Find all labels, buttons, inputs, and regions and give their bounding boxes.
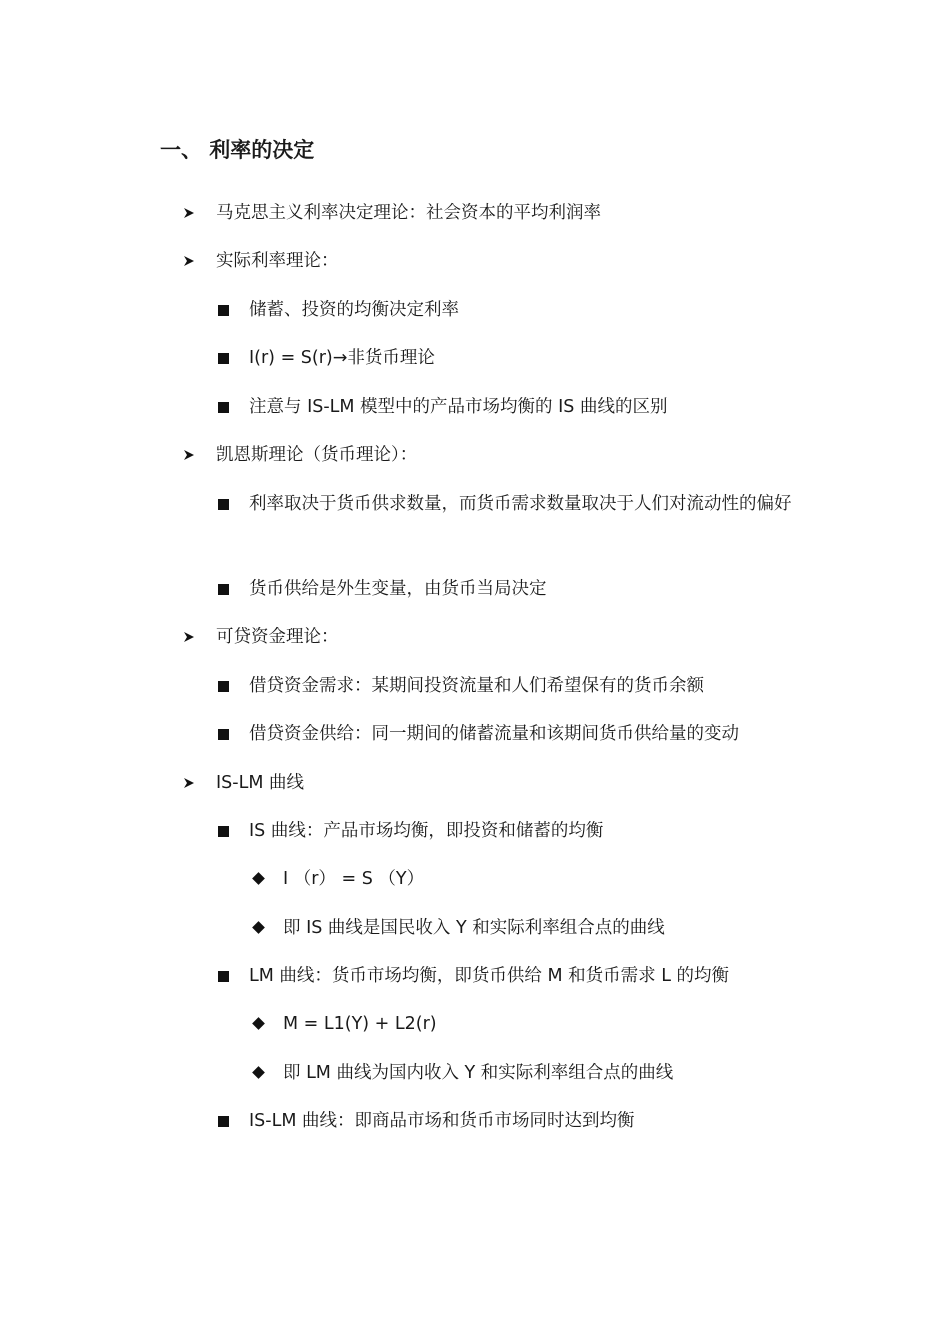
list-item xyxy=(183,765,304,801)
list-item-text: 借贷资金供给：同一期间的储蓄流量和该期间货币供给量的变动 xyxy=(249,724,739,744)
list-item xyxy=(183,619,339,655)
diamond-bullet-icon xyxy=(251,1006,271,1042)
diamond-bullet-icon xyxy=(251,1055,271,1091)
list-item-text: 利率取决于货币供求数量，而货币需求数量取决于人们对流动性的偏好 xyxy=(249,494,792,514)
list-item-text: 马克思主义利率决定理论：社会资本的平均利润率 xyxy=(216,203,601,223)
square-bullet-icon xyxy=(217,340,237,376)
list-item-text: M = L1(Y) + L2(r) xyxy=(283,1014,437,1034)
list-item-text: IS 曲线：产品市场均衡，即投资和储蓄的均衡 xyxy=(249,821,604,841)
list-item-text: I(r) = S(r)→非货币理论 xyxy=(249,348,435,368)
list-item xyxy=(217,1103,635,1139)
list-item-text: IS-LM 曲线 xyxy=(216,773,304,793)
list-item-text: 注意与 IS-LM 模型中的产品市场均衡的 IS 曲线的区别 xyxy=(249,397,668,417)
square-bullet-icon xyxy=(217,292,237,328)
square-bullet-icon xyxy=(217,389,237,425)
list-item xyxy=(183,243,339,279)
list-item-text: 凯恩斯理论（货币理论）： xyxy=(216,445,418,465)
list-item xyxy=(217,668,704,704)
square-bullet-icon xyxy=(217,486,237,522)
square-bullet-icon xyxy=(217,958,237,994)
list-item xyxy=(217,716,739,752)
list-item-text: I （r） = S （Y） xyxy=(283,869,425,889)
arrow-bullet-icon xyxy=(183,619,203,655)
list-item-text: 即 IS 曲线是国民收入 Y 和实际利率组合点的曲线 xyxy=(283,918,665,938)
arrow-bullet-icon xyxy=(183,437,203,473)
list-item xyxy=(183,195,601,231)
list-item xyxy=(217,340,435,376)
list-item-text: 借贷资金需求：某期间投资流量和人们希望保有的货币余额 xyxy=(249,676,704,696)
square-bullet-icon xyxy=(217,813,237,849)
square-bullet-icon xyxy=(217,571,237,607)
square-bullet-icon xyxy=(217,1103,237,1139)
square-bullet-icon xyxy=(217,668,237,704)
arrow-bullet-icon xyxy=(183,195,203,231)
list-item xyxy=(251,1006,437,1042)
list-item-text: 实际利率理论： xyxy=(216,251,339,271)
arrow-bullet-icon xyxy=(183,243,203,279)
section-heading: 一、 利率的决定 xyxy=(160,138,315,162)
square-bullet-icon xyxy=(217,716,237,752)
diamond-bullet-icon xyxy=(251,910,271,946)
list-item-text: LM 曲线：货币市场均衡，即货币供给 M 和货币需求 L 的均衡 xyxy=(249,966,730,986)
list-item xyxy=(251,910,665,946)
list-item xyxy=(217,813,603,849)
list-item xyxy=(217,571,547,607)
list-item-text: IS-LM 曲线：即商品市场和货币市场同时达到均衡 xyxy=(249,1111,635,1131)
arrow-bullet-icon xyxy=(183,765,203,801)
list-item xyxy=(251,861,424,897)
list-item-text: 货币供给是外生变量，由货币当局决定 xyxy=(249,579,547,599)
list-item xyxy=(217,292,459,328)
list-item xyxy=(217,958,729,994)
list-item-text: 储蓄、投资的均衡决定利率 xyxy=(249,300,459,320)
list-item xyxy=(183,437,417,473)
list-item xyxy=(217,389,667,425)
list-item xyxy=(217,486,809,522)
list-item xyxy=(251,1055,673,1091)
diamond-bullet-icon xyxy=(251,861,271,897)
list-item-text: 可贷资金理论： xyxy=(216,627,339,647)
list-item-text: 即 LM 曲线为国内收入 Y 和实际利率组合点的曲线 xyxy=(283,1063,674,1083)
